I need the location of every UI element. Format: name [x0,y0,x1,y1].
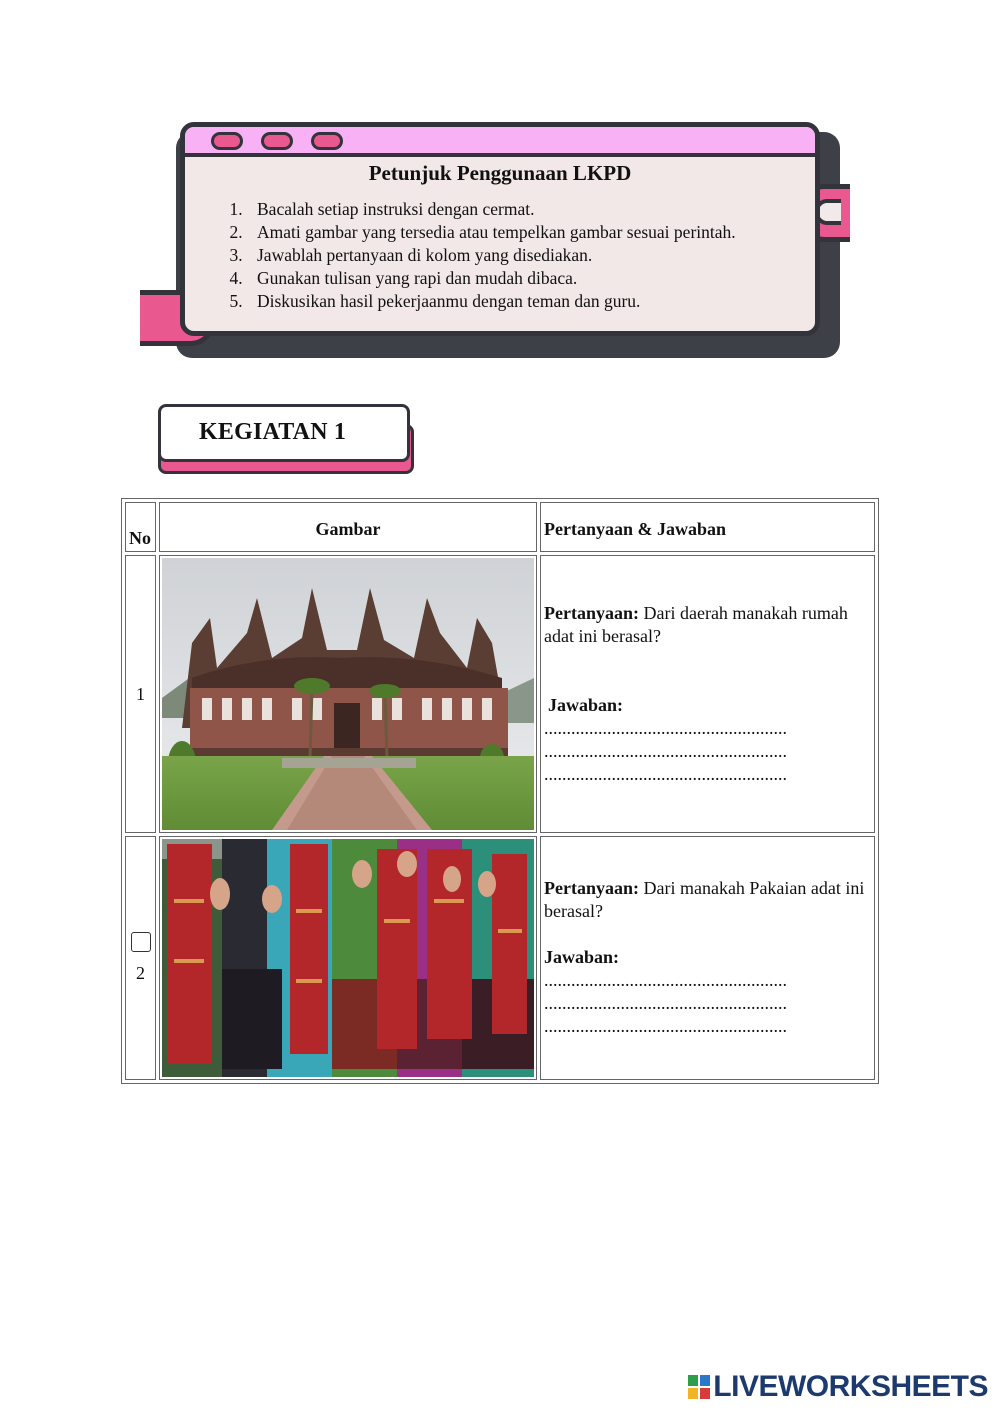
liveworksheets-logo [688,1370,988,1404]
question-text: Dari daerah manakah rumah adat ini berasal? [544,603,848,646]
row-image-cell [159,836,537,1080]
question-text: Dari manakah Pakaian adat ini berasal? [544,878,865,921]
instruction-item: 2. Amati gambar yang tersedia atau tempelkan gambar sesuai perintah. [247,221,815,244]
logo-text: LIVEWORKSHEETS [713,1370,988,1403]
question-label: Pertanyaan: [544,878,639,898]
window-dot-icon [211,132,243,150]
answer-line[interactable]: ...................................................... [544,764,787,784]
qa-cell [540,836,875,1080]
answer-label: Jawaban: [544,947,620,967]
instruction-item: 1. Bacalah setiap instruksi dengan cermat. [247,198,815,221]
table-row [125,555,875,833]
instructions-list [185,198,815,313]
table-header-row [125,502,875,552]
pakaian-adat-photo [162,839,534,1077]
header-image: Gambar [159,502,537,552]
row-number: 2 [125,836,156,1080]
activity-label-box [158,404,410,462]
answer-label: Jawaban: [548,695,624,715]
window-dot-icon [261,132,293,150]
qa-cell [540,555,875,833]
table-row [125,836,875,1080]
answer-line[interactable]: ...................................................... [544,970,787,990]
answer-line[interactable]: ...................................................... [544,993,787,1013]
answer-line[interactable]: ...................................................... [544,741,787,761]
instruction-item: 3. Jawablah pertanyaan di kolom yang disediakan. [247,244,815,267]
activity-title: KEGIATAN 1 [199,419,347,445]
row-number: 1 [125,555,156,833]
instruction-item: 4. Gunakan tulisan yang rapi dan mudah dibaca. [247,267,815,290]
answer-line[interactable]: ...................................................... [544,718,787,738]
instruction-panel [180,122,820,336]
header-no: No [125,502,156,552]
activity-label [158,404,412,474]
question-label: Pertanyaan: [544,603,639,623]
instruction-item: 5. Diskusikan hasil pekerjaanmu dengan teman dan guru. [247,290,815,313]
answer-line[interactable]: ...................................................... [544,1016,787,1036]
question [544,877,872,923]
row-image-cell [159,555,537,833]
instructions-title: Petunjuk Penggunaan LKPD [368,161,632,185]
checkbox-icon[interactable] [131,932,151,952]
activity-table [121,498,879,1084]
question [544,602,872,648]
window-bar [185,127,815,157]
window-dot-icon [311,132,343,150]
rumah-gadang-photo [162,558,534,830]
instruction-card [140,118,850,363]
logo-icon [688,1375,710,1399]
header-qa: Pertanyaan & Jawaban [540,502,875,552]
